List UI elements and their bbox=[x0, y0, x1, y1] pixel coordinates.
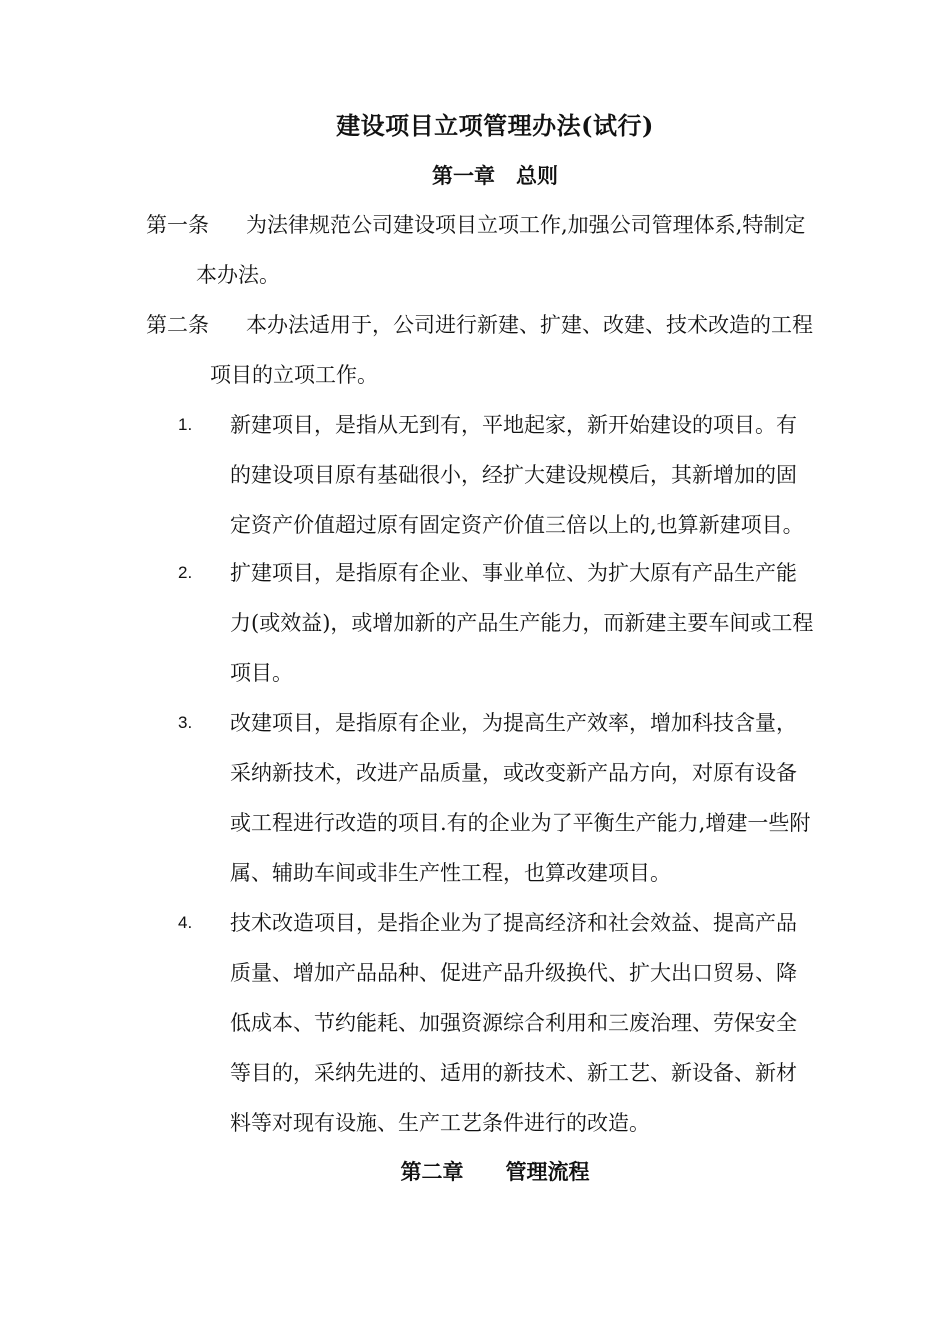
list-item-1-line-3: 定资产价值超过原有固定资产价值三倍以上的,也算新建项目。 bbox=[230, 513, 804, 537]
document-title: 建设项目立项管理办法(试行) bbox=[336, 111, 654, 140]
list-item-2-line-2: 力(或效益)，或增加新的产品生产能力，而新建主要车间或工程 bbox=[230, 611, 814, 635]
article-1-line-1: 为法律规范公司建设项目立项工作,加强公司管理体系,特制定 bbox=[246, 213, 806, 237]
article-1-line-2: 本办法。 bbox=[196, 263, 280, 287]
article-1-number: 第一条 bbox=[146, 213, 209, 237]
list-item-2-marker: 2. bbox=[178, 563, 193, 582]
list-item-2-line-1: 扩建项目，是指原有企业、事业单位、为扩大原有产品生产能 bbox=[230, 561, 797, 585]
list-item-3-line-1: 改建项目，是指原有企业，为提高生产效率，增加科技含量， bbox=[230, 711, 797, 735]
list-item-1-line-2: 的建设项目原有基础很小，经扩大建设规模后，其新增加的固 bbox=[230, 463, 797, 487]
list-item-4-line-2: 质量、增加产品品种、促进产品升级换代、扩大出口贸易、降 bbox=[230, 961, 797, 985]
list-item-4-line-1: 技术改造项目，是指企业为了提高经济和社会效益、提高产品 bbox=[230, 911, 797, 935]
list-item-3-marker: 3. bbox=[178, 713, 193, 732]
list-item-2-line-3: 项目。 bbox=[230, 661, 293, 685]
list-item-1-marker: 1. bbox=[178, 415, 193, 434]
article-2 bbox=[146, 300, 866, 400]
list-item-1-line-1: 新建项目，是指从无到有，平地起家，新开始建设的项目。有 bbox=[230, 413, 797, 437]
list-item-4-line-5: 料等对现有设施、生产工艺条件进行的改造。 bbox=[230, 1111, 650, 1135]
list-item-4-marker: 4. bbox=[178, 913, 193, 932]
article-2-number: 第二条 bbox=[146, 313, 209, 337]
article-2-line-1: 本办法适用于，公司进行新建、扩建、改建、技术改造的工程 bbox=[246, 313, 813, 337]
list-item-4-line-4: 等目的，采纳先进的、适用的新技术、新工艺、新设备、新材 bbox=[230, 1061, 797, 1085]
article-2-line-2: 项目的立项工作。 bbox=[210, 363, 378, 387]
chapter-heading-1: 第一章 总则 bbox=[432, 163, 558, 188]
list-item-3-line-4: 属、辅助车间或非生产性工程，也算改建项目。 bbox=[230, 861, 671, 885]
article-1 bbox=[146, 200, 866, 300]
chapter-heading-2: 第二章 管理流程 bbox=[400, 1159, 590, 1184]
list-item-3-line-3: 或工程进行改造的项目.有的企业为了平衡生产能力,增建一些附 bbox=[230, 811, 811, 835]
list-item-3-line-2: 采纳新技术，改进产品质量，或改变新产品方向，对原有设备 bbox=[230, 761, 797, 785]
list-item-4-line-3: 低成本、节约能耗、加强资源综合利用和三废治理、劳保安全 bbox=[230, 1011, 797, 1035]
